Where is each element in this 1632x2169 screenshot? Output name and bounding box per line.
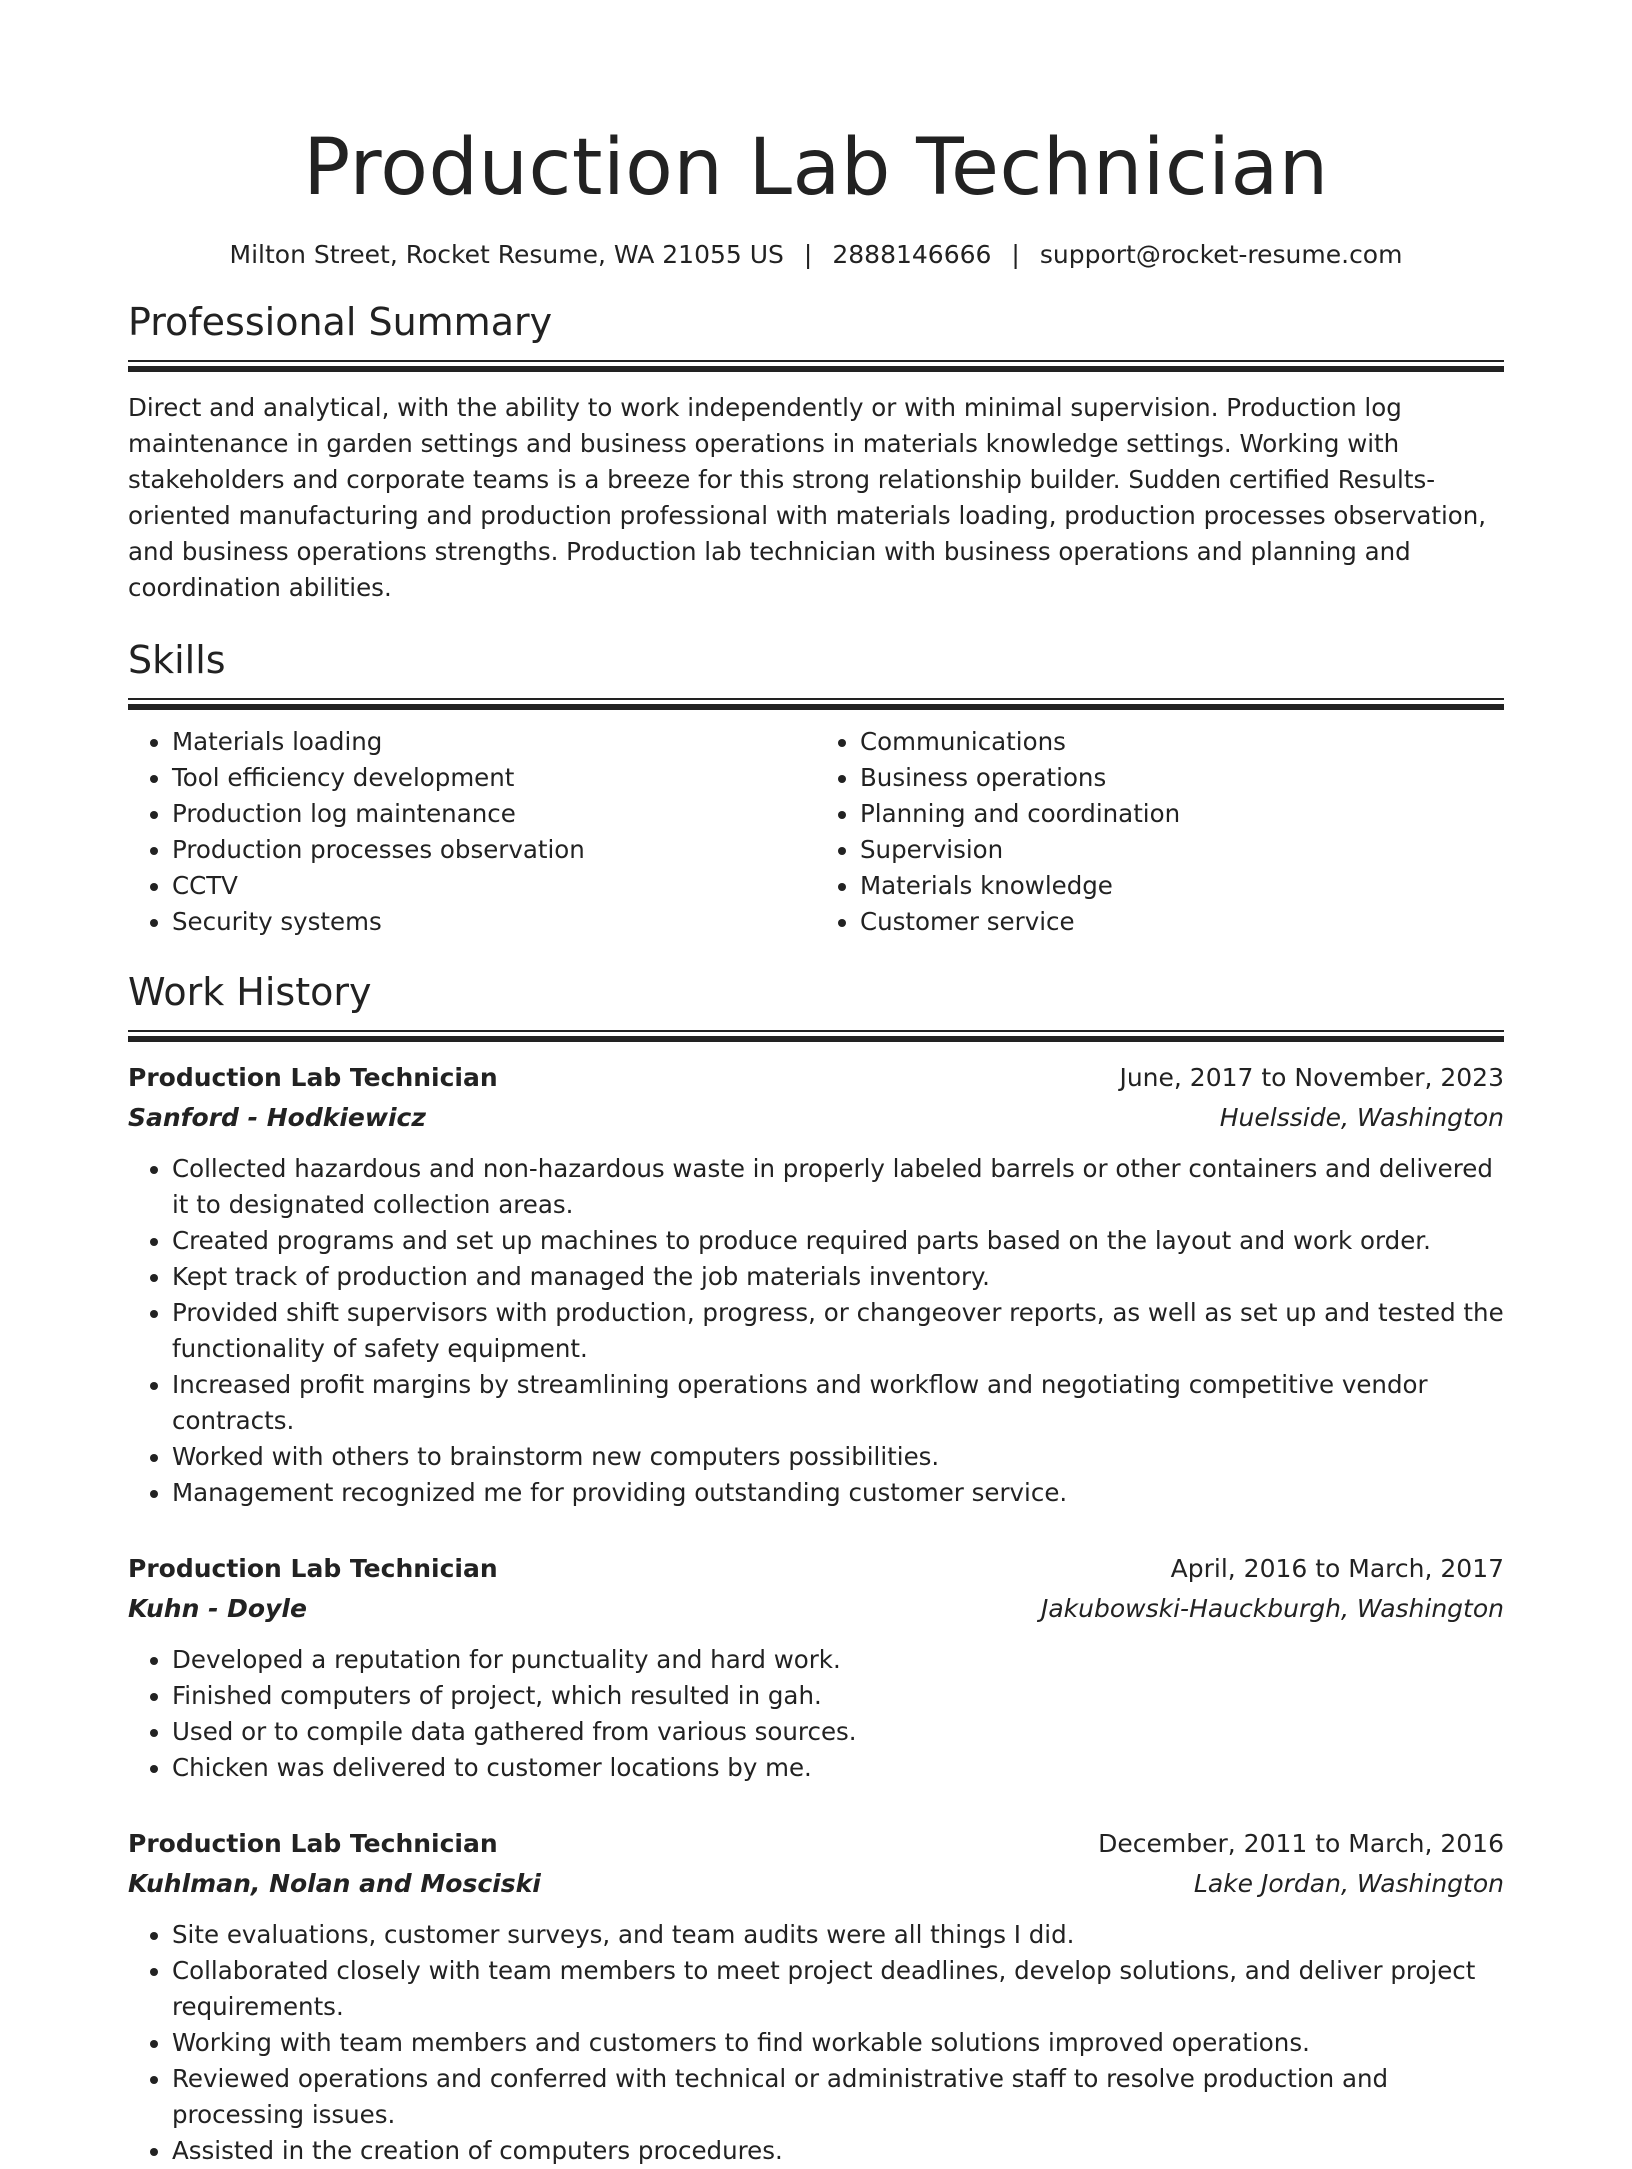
resume-name: Production Lab Technician	[303, 123, 1329, 213]
contact-address: Milton Street, Rocket Resume, WA 21055 US	[229, 240, 784, 269]
skill-item: • Communications	[860, 724, 1504, 760]
skill-item: • Planning and coordination	[860, 796, 1504, 832]
job-bullets	[128, 1917, 1504, 2169]
job-title: Production Lab Technician	[128, 1829, 498, 1858]
skill-item: • Materials knowledge	[860, 868, 1504, 904]
job-company: Sanford - Hodkiewicz	[128, 1103, 426, 1132]
section-divider	[128, 360, 1504, 372]
job-bullet: • Kept track of production and managed the job materials inventory.	[172, 1259, 1504, 1295]
skills-section	[128, 634, 1504, 940]
job-entry	[128, 1058, 1504, 1511]
job-bullet: • Increased profit margins by streamlining operations and workflow and negotiating competitive vendor contracts.	[172, 1367, 1504, 1439]
skill-item: • Materials loading	[172, 724, 816, 760]
skill-item: • Production log maintenance	[172, 796, 816, 832]
job-bullet: • Finished computers of project, which resulted in gah.	[172, 1678, 1504, 1714]
section-title-skills: Skills	[128, 638, 226, 682]
job-location: Jakubowski-Hauckburgh, Washington	[1040, 1594, 1504, 1623]
professional-summary-section	[128, 296, 1504, 606]
contact-separator: |	[1011, 240, 1020, 269]
job-bullets	[128, 1151, 1504, 1511]
contact-separator: |	[803, 240, 813, 269]
job-dates: April, 2016 to March, 2017	[1170, 1554, 1504, 1583]
job-bullet: • Provided shift supervisors with production, progress, or changeover reports, as well as set up and tested the functionality of safety equipment.	[172, 1295, 1504, 1367]
skills-list-left	[128, 724, 816, 940]
skill-item: • Business operations	[860, 760, 1504, 796]
job-bullet: • Developed a reputation for punctuality and hard work.	[172, 1642, 1504, 1678]
job-company: Kuhlman, Nolan and Mosciski	[128, 1869, 541, 1898]
work-history-section	[128, 966, 1504, 2169]
job-dates: June, 2017 to November, 2023	[1119, 1063, 1504, 1092]
summary-text: Direct and analytical, with the ability to work independently or with minimal supervision. Production log maintenance in garden settings and business operations in materials knowledge settings. Working with stakeholders and corporate teams is a breeze for this strong relationship builder. Sudden certified Results-oriented manufacturing and production professional with materials loading, production processes observation, and business operations strengths. Production lab technician with business operations and planning and coordination abilities.	[128, 393, 1487, 602]
job-entry	[128, 1824, 1504, 2169]
skill-item: • CCTV	[172, 868, 816, 904]
job-location: Huelsside, Washington	[1219, 1103, 1504, 1132]
job-bullet: • Chicken was delivered to customer locations by me.	[172, 1750, 1504, 1786]
job-entry	[128, 1549, 1504, 1786]
job-title: Production Lab Technician	[128, 1554, 498, 1583]
job-bullet: • Management recognized me for providing outstanding customer service.	[172, 1475, 1504, 1511]
job-bullets	[128, 1642, 1504, 1786]
section-divider	[128, 698, 1504, 710]
job-location: Lake Jordan, Washington	[1193, 1869, 1504, 1898]
section-divider	[128, 1030, 1504, 1042]
contact-email: support@rocket-resume.com	[1039, 240, 1403, 269]
skills-list-right	[816, 724, 1504, 940]
job-dates: December, 2011 to March, 2016	[1098, 1829, 1504, 1858]
job-company: Kuhn - Doyle	[128, 1594, 307, 1623]
contact-phone: 2888146666	[832, 240, 992, 269]
job-bullet: • Worked with others to brainstorm new computers possibilities.	[172, 1439, 1504, 1475]
job-title: Production Lab Technician	[128, 1063, 498, 1092]
job-bullet: • Reviewed operations and conferred with technical or administrative staff to resolve production and processing issues.	[172, 2061, 1504, 2133]
job-bullet: • Assisted in the creation of computers procedures.	[172, 2133, 1504, 2169]
section-title-summary: Professional Summary	[128, 300, 553, 344]
job-bullet: • Collected hazardous and non-hazardous waste in properly labeled barrels or other containers and delivered it to designated collection areas.	[172, 1151, 1504, 1223]
job-bullet: • Working with team members and customers to find workable solutions improved operations.	[172, 2025, 1504, 2061]
job-bullet: • Created programs and set up machines to produce required parts based on the layout and work order.	[172, 1223, 1504, 1259]
contact-line	[128, 238, 1504, 272]
skill-item: • Production processes observation	[172, 832, 816, 868]
skills-columns	[128, 724, 1504, 940]
job-bullet: • Used or to compile data gathered from various sources.	[172, 1714, 1504, 1750]
job-bullet: • Collaborated closely with team members to meet project deadlines, develop solutions, and deliver project requirements.	[172, 1953, 1504, 2025]
skill-item: • Customer service	[860, 904, 1504, 940]
skill-item: • Security systems	[172, 904, 816, 940]
section-title-work-history: Work History	[128, 970, 372, 1014]
skill-item: • Tool efficiency development	[172, 760, 816, 796]
skill-item: • Supervision	[860, 832, 1504, 868]
job-bullet: • Site evaluations, customer surveys, and team audits were all things I did.	[172, 1917, 1504, 1953]
